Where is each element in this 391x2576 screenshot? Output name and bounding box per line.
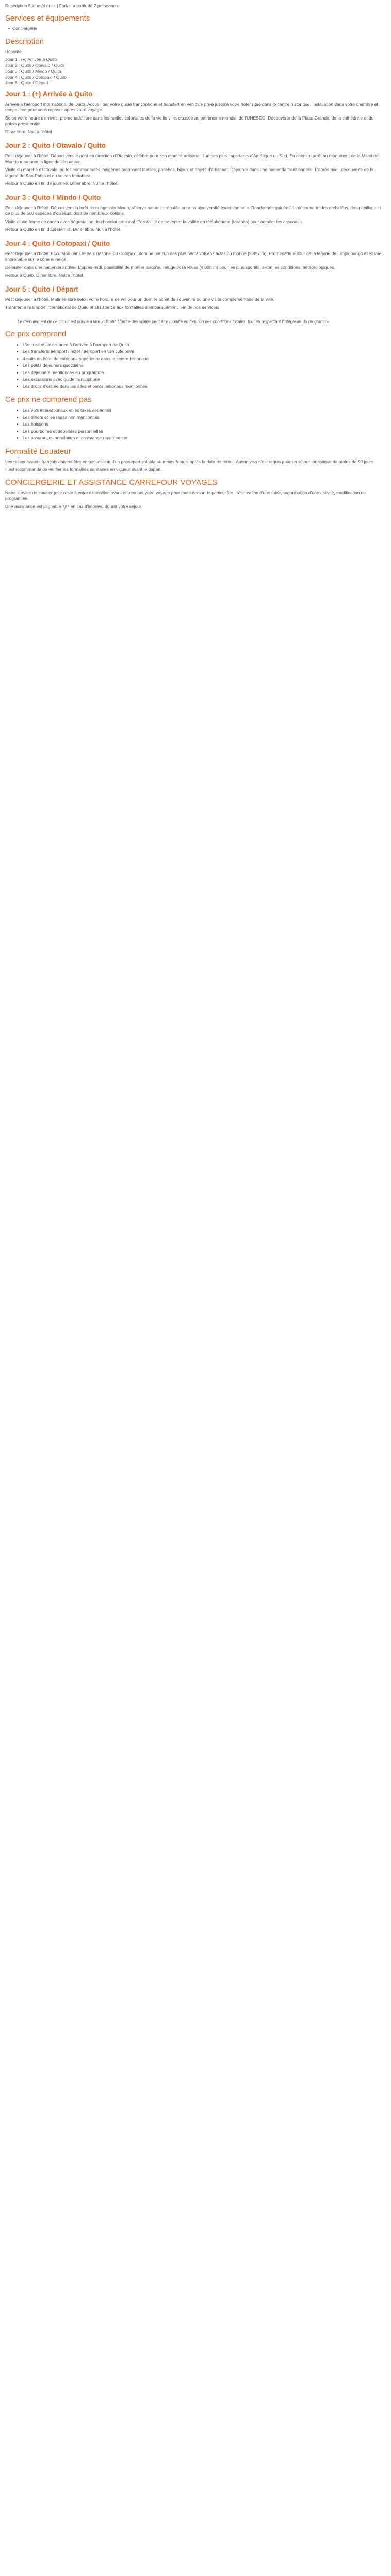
day-paragraph: Visite du marché d'Otavalo, où les communautés indigènes proposent textiles, ponchos, bijoux et objets d'artisanat. Déjeuner dans une hacienda traditionnelle. L'après-midi, découverte de la lagune de San Pablo et du volcan Imbabura. <box>5 167 373 178</box>
summary-item[interactable]: Jour 4 : Quito / Cotopaxi / Quito <box>5 74 67 80</box>
day-paragraph: Petit déjeuner à l'hôtel. Excursion dans le parc national du Cotopaxi, dominé par l'un des plus hauts volcans actifs du monde (5 897 m). Promenade autour de la lagune de Limpiopungo avec vue imprenable sur le cône enneigé. <box>5 250 382 262</box>
day-paragraph: Petit déjeuner à l'hôtel. Matinée libre selon votre horaire de vol pour un dernier achat de souvenirs ou une visite complémentaire de la ville. <box>5 296 274 302</box>
day-block <box>5 193 386 239</box>
summary-item[interactable]: Jour 2 : Quito / Otavalo / Quito <box>5 62 64 68</box>
day-paragraph: Arrivée à l'aéroport international de Quito. Accueil par votre guide francophone et transfert en véhicule privé jusqu'à votre hôtel situé dans le centre historique. Installation dans votre chambre et temps libre pour vous reposer après votre voyage. <box>5 101 378 112</box>
conciergerie-paragraph: Notre service de conciergerie reste à votre disposition avant et pendant votre voyage pour toute demande particulière : réservation d'une table, organisation d'une activité, modification de programme. <box>5 489 366 501</box>
description-intro: Résumé <box>5 48 22 54</box>
day-title: Jour 5 : Quito / Départ <box>5 285 78 293</box>
not-included-item: • Les pourboires et dépenses personnelles <box>23 428 386 435</box>
not-included-item: • Les boissons <box>23 421 386 428</box>
breadcrumb: Description 5 jours/4 nuits | Forfait à partir de 2 personnes <box>5 3 118 8</box>
conciergerie-paragraph: Une assistance est joignable 7j/7 en cas d'imprévu durant votre séjour. <box>5 503 142 509</box>
not-included-list <box>5 407 386 442</box>
day-paragraph: Petit déjeuner à l'hôtel. Départ vers le nord en direction d'Otavalo, célèbre pour son marché artisanal, l'un des plus importants d'Amérique du Sud. En chemin, arrêt au monument de la Mitad del Mundo marquant la ligne de l'équateur. <box>5 153 380 164</box>
day-block <box>5 141 386 193</box>
formalities-heading: Formalité Equateur <box>5 447 71 456</box>
itinerary-days <box>5 90 386 317</box>
included-item: • 4 nuits en hôtel de catégorie supérieure dans le centre historique <box>23 355 386 363</box>
day-paragraph: Déjeuner dans une hacienda andine. L'après-midi, possibilité de monter jusqu'au refuge José Rivas (4 800 m) pour les plus sportifs, selon les conditions météorologiques. <box>5 264 335 270</box>
day-title: Jour 2 : Quito / Otavalo / Quito <box>5 142 106 149</box>
not-included-item: • Les assurances annulation et assistance rapatriement <box>23 435 386 442</box>
services-heading: Services et équipements <box>5 14 90 23</box>
included-item: • Les droits d'entrée dans les sites et parcs nationaux mentionnés <box>23 383 386 391</box>
page <box>0 0 391 510</box>
included-list <box>5 342 386 391</box>
description-heading: Description <box>5 37 44 46</box>
included-heading: Ce prix comprend <box>5 329 67 338</box>
formalities-paragraph: Les ressortissants français doivent être en possession d'un passeport valable au moins 6 mois après la date de retour. Aucun visa n'est requis pour un séjour touristique de moins de 90 jours. <box>5 459 375 464</box>
day-title: Jour 1 : (+) Arrivée à Quito <box>5 90 93 98</box>
day-block <box>5 239 386 285</box>
day-paragraph: Visite d'une ferme de cacao avec dégustation de chocolat artisanal. Possibilité de traverser la vallée en téléphérique (tarabita) pour admirer les cascades. <box>5 218 303 224</box>
included-item: • Les excursions avec guide francophone <box>23 376 386 383</box>
included-item: • Les petits déjeuners quotidiens <box>23 362 386 369</box>
not-included-heading: Ce prix ne comprend pas <box>5 395 92 404</box>
itinerary-note: Le déroulement de ce circuit est donné à titre indicatif. L'ordre des visites peut être modifié en fonction des conditions locales, tout en respectant l'intégralité du programme. <box>18 319 331 324</box>
day-paragraph: Transfert à l'aéroport international de Quito et assistance aux formalités d'embarquement. Fin de nos services. <box>5 304 219 310</box>
summary-item[interactable]: Jour 5 : Quito / Départ <box>5 80 48 86</box>
day-block <box>5 285 386 317</box>
day-title: Jour 3 : Quito / Mindo / Quito <box>5 193 101 201</box>
day-paragraph: Dîner libre. Nuit à l'hôtel. <box>5 129 53 134</box>
included-item: • L'accueil et l'assistance à l'arrivée à l'aéroport de Quito <box>23 342 386 349</box>
day-block <box>5 90 386 142</box>
day-paragraph: Retour à Quito. Dîner libre. Nuit à l'hôtel. <box>5 273 84 278</box>
services-item: • Conciergerie <box>5 26 386 32</box>
itinerary-summary <box>5 57 386 87</box>
summary-item[interactable]: Jour 3 : Quito / Mindo / Quito <box>5 69 61 74</box>
not-included-item: • Les vols internationaux et les taxes aériennes <box>23 407 386 414</box>
formalities-paragraph: Il est recommandé de vérifier les formalités sanitaires en vigueur avant le départ. <box>5 467 162 472</box>
day-paragraph: Selon votre heure d'arrivée, promenade libre dans les ruelles coloniales de la vieille ville, classée au patrimoine mondial de l'UNESCO. Découverte de la Plaza Grande, de la cathédrale et du palais présidentiel. <box>5 115 374 126</box>
summary-item[interactable]: Jour 1 : (+) Arrivée à Quito <box>5 57 57 62</box>
day-paragraph: Retour à Quito en fin d'après-midi. Dîner libre. Nuit à l'hôtel. <box>5 227 121 232</box>
services-list <box>5 26 386 32</box>
not-included-item: • Les dîners et les repas non mentionnés <box>23 414 386 421</box>
formalities-text <box>5 459 386 473</box>
included-item: • Les transferts aéroport / hôtel / aéroport en véhicule privé <box>23 348 386 355</box>
day-paragraph: Retour à Quito en fin de journée. Dîner libre. Nuit à l'hôtel. <box>5 181 118 186</box>
conciergerie-text <box>5 490 386 510</box>
conciergerie-heading: CONCIERGERIE ET ASSISTANCE CARREFOUR VOYAGES <box>5 478 218 487</box>
day-title: Jour 4 : Quito / Cotopaxi / Quito <box>5 239 110 247</box>
day-paragraph: Petit déjeuner à l'hôtel. Départ vers la forêt de nuages de Mindo, réserve naturelle réputée pour sa biodiversité exceptionnelle. Randonnée guidée à la découverte des orchidées, des papillons et de plus de 500 espèces d'oiseaux, dont de nombreux colibris. <box>5 205 381 216</box>
included-item: • Les déjeuners mentionnés au programme <box>23 369 386 377</box>
